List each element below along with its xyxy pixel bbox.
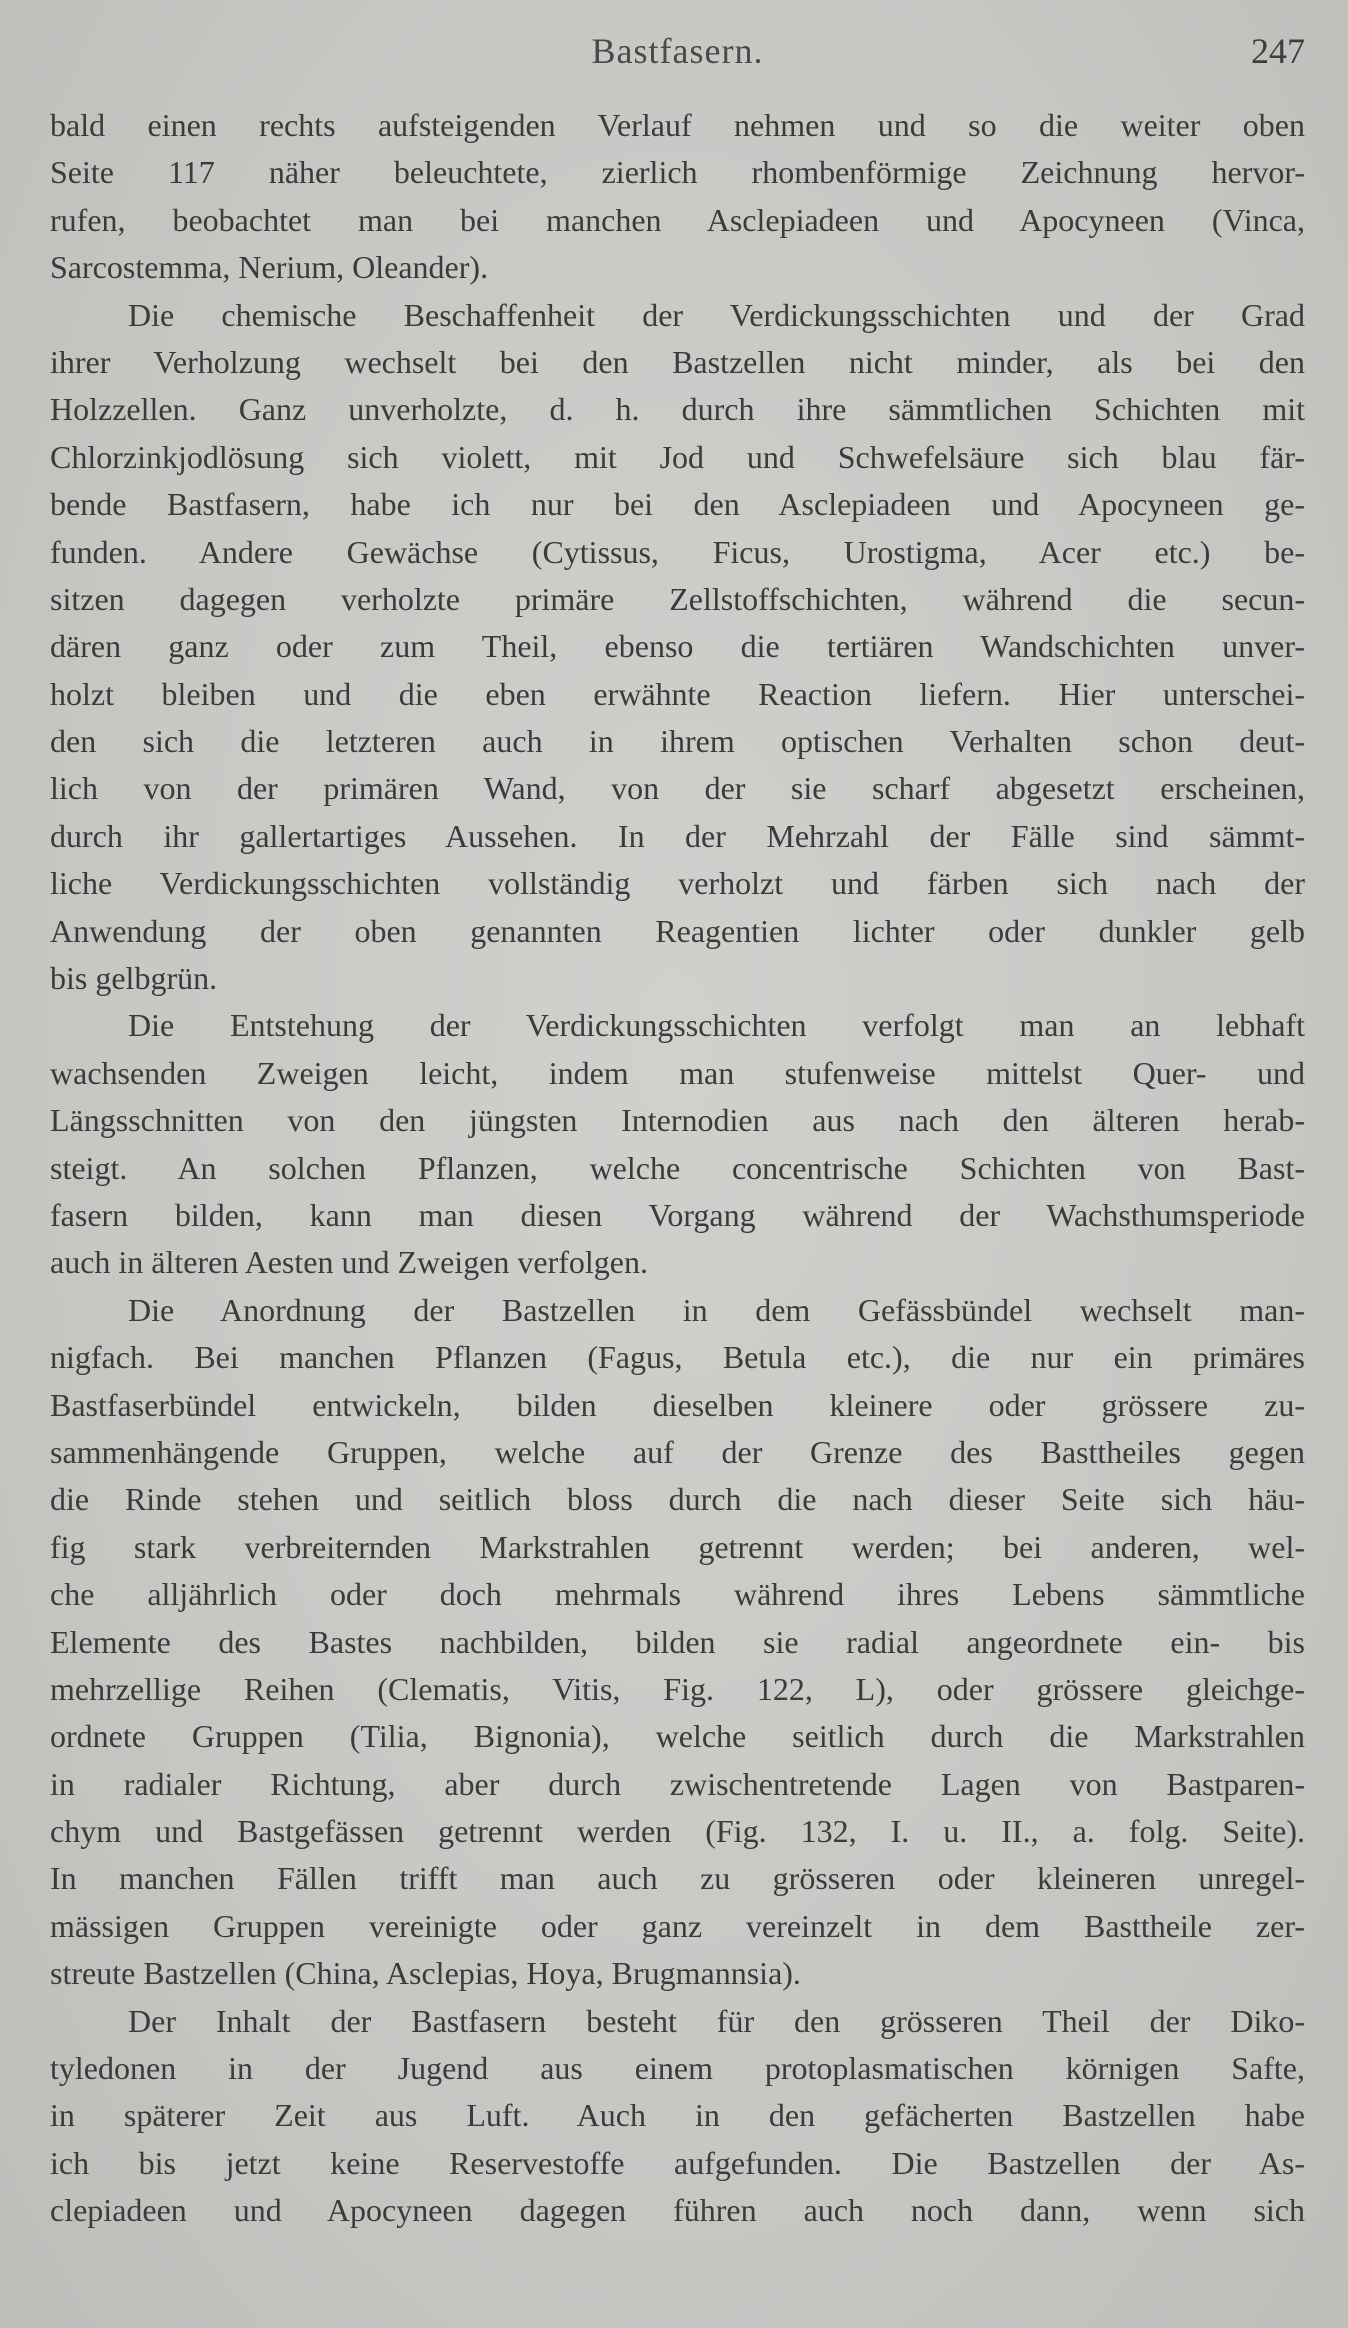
- text-line: Längsschnitten von den jüngsten Internodien aus nach den älteren herab-: [50, 1102, 1305, 1139]
- text-line: Bastfaserbündel entwickeln, bilden dieselben kleinere oder grössere zu-: [50, 1386, 1305, 1423]
- text-line: Seite 117 näher beleuchtete, zierlich rhombenförmige Zeichnung hervor-: [50, 154, 1305, 191]
- text-line: Chlorzinkjodlösung sich violett, mit Jod und Schwefelsäure sich blau fär-: [50, 438, 1305, 475]
- page-number: 247: [1251, 31, 1305, 71]
- text-line: Der Inhalt der Bastfasern besteht für den grösseren Theil der Diko-: [128, 2002, 1305, 2039]
- text-line: Die Anordnung der Bastzellen in dem Gefässbündel wechselt man-: [128, 1291, 1305, 1328]
- text-line: ich bis jetzt keine Reservestoffe aufgefunden. Die Bastzellen der As-: [50, 2144, 1305, 2181]
- text-line: mehrzellige Reihen (Clematis, Vitis, Fig. 122, L), oder grössere gleichge-: [50, 1670, 1305, 1707]
- text-line: sammenhängende Gruppen, welche auf der Grenze des Basttheiles gegen: [50, 1433, 1305, 1470]
- text-line: in radialer Richtung, aber durch zwischentretende Lagen von Bastparen-: [50, 1765, 1305, 1802]
- text-line: In manchen Fällen trifft man auch zu grösseren oder kleineren unregel-: [50, 1860, 1305, 1897]
- body-text: [50, 102, 1305, 2235]
- text-line: auch in älteren Aesten und Zweigen verfolgen.: [50, 1244, 648, 1281]
- text-line: die Rinde stehen und seitlich bloss durch die nach dieser Seite sich häu-: [50, 1481, 1305, 1518]
- text-line: lich von der primären Wand, von der sie scharf abgesetzt erscheinen,: [50, 770, 1305, 807]
- text-line: fasern bilden, kann man diesen Vorgang während der Wachsthumsperiode: [50, 1196, 1305, 1233]
- text-line: bende Bastfasern, habe ich nur bei den Asclepiadeen und Apocyneen ge-: [50, 486, 1305, 523]
- text-line: tyledonen in der Jugend aus einem protoplasmatischen körnigen Safte,: [50, 2050, 1305, 2087]
- text-line: wachsenden Zweigen leicht, indem man stufenweise mittelst Quer- und: [50, 1054, 1305, 1091]
- text-line: liche Verdickungsschichten vollständig verholzt und färben sich nach der: [50, 865, 1305, 902]
- text-line: den sich die letzteren auch in ihrem optischen Verhalten schon deut-: [50, 723, 1305, 760]
- text-line: mässigen Gruppen vereinigte oder ganz vereinzelt in dem Basttheile zer-: [50, 1907, 1305, 1944]
- text-line: nigfach. Bei manchen Pflanzen (Fagus, Betula etc.), die nur ein primäres: [50, 1339, 1305, 1376]
- text-line: steigt. An solchen Pflanzen, welche concentrische Schichten von Bast-: [50, 1149, 1305, 1186]
- text-line: in späterer Zeit aus Luft. Auch in den gefächerten Bastzellen habe: [50, 2097, 1305, 2134]
- text-line: ordnete Gruppen (Tilia, Bignonia), welche seitlich durch die Markstrahlen: [50, 1718, 1305, 1755]
- text-line: Die Entstehung der Verdickungsschichten verfolgt man an lebhaft: [128, 1007, 1305, 1044]
- text-line: clepiadeen und Apocyneen dagegen führen auch noch dann, wenn sich: [50, 2192, 1305, 2229]
- text-line: rufen, beobachtet man bei manchen Asclepiadeen und Apocyneen (Vinca,: [50, 201, 1305, 238]
- text-line: holzt bleiben und die eben erwähnte Reaction liefern. Hier unterschei-: [50, 675, 1305, 712]
- text-line: Anwendung der oben genannten Reagentien lichter oder dunkler gelb: [50, 912, 1305, 949]
- text-line: Holzzellen. Ganz unverholzte, d. h. durch ihre sämmtlichen Schichten mit: [50, 391, 1305, 428]
- text-line: durch ihr gallertartiges Aussehen. In der Mehrzahl der Fälle sind sämmt-: [50, 817, 1305, 854]
- text-line: dären ganz oder zum Theil, ebenso die tertiären Wandschichten unver-: [50, 628, 1305, 665]
- text-line: streute Bastzellen (China, Asclepias, Hoya, Brugmannsia).: [50, 1955, 801, 1992]
- text-line: fig stark verbreiternden Markstrahlen getrennt werden; bei anderen, wel-: [50, 1528, 1305, 1565]
- text-line: sitzen dagegen verholzte primäre Zellstoffschichten, während die secun-: [50, 580, 1305, 617]
- text-line: bald einen rechts aufsteigenden Verlauf nehmen und so die weiter oben: [50, 107, 1305, 143]
- text-line: Sarcostemma, Nerium, Oleander).: [50, 249, 489, 286]
- text-line: funden. Andere Gewächse (Cytissus, Ficus, Urostigma, Acer etc.) be-: [50, 533, 1305, 570]
- text-line: che alljährlich oder doch mehrmals während ihres Lebens sämmtliche: [50, 1576, 1305, 1613]
- page-header: [50, 30, 1305, 80]
- text-line: ihrer Verholzung wechselt bei den Bastzellen nicht minder, als bei den: [50, 343, 1305, 380]
- running-title: Bastfasern.: [591, 31, 764, 71]
- text-line: chym und Bastgefässen getrennt werden (Fig. 132, I. u. II., a. folg. Seite).: [50, 1813, 1305, 1850]
- text-line: Die chemische Beschaffenheit der Verdickungsschichten und der Grad: [128, 296, 1305, 333]
- text-line: bis gelbgrün.: [50, 960, 218, 997]
- text-line: Elemente des Bastes nachbilden, bilden sie radial angeordnete ein- bis: [50, 1623, 1305, 1660]
